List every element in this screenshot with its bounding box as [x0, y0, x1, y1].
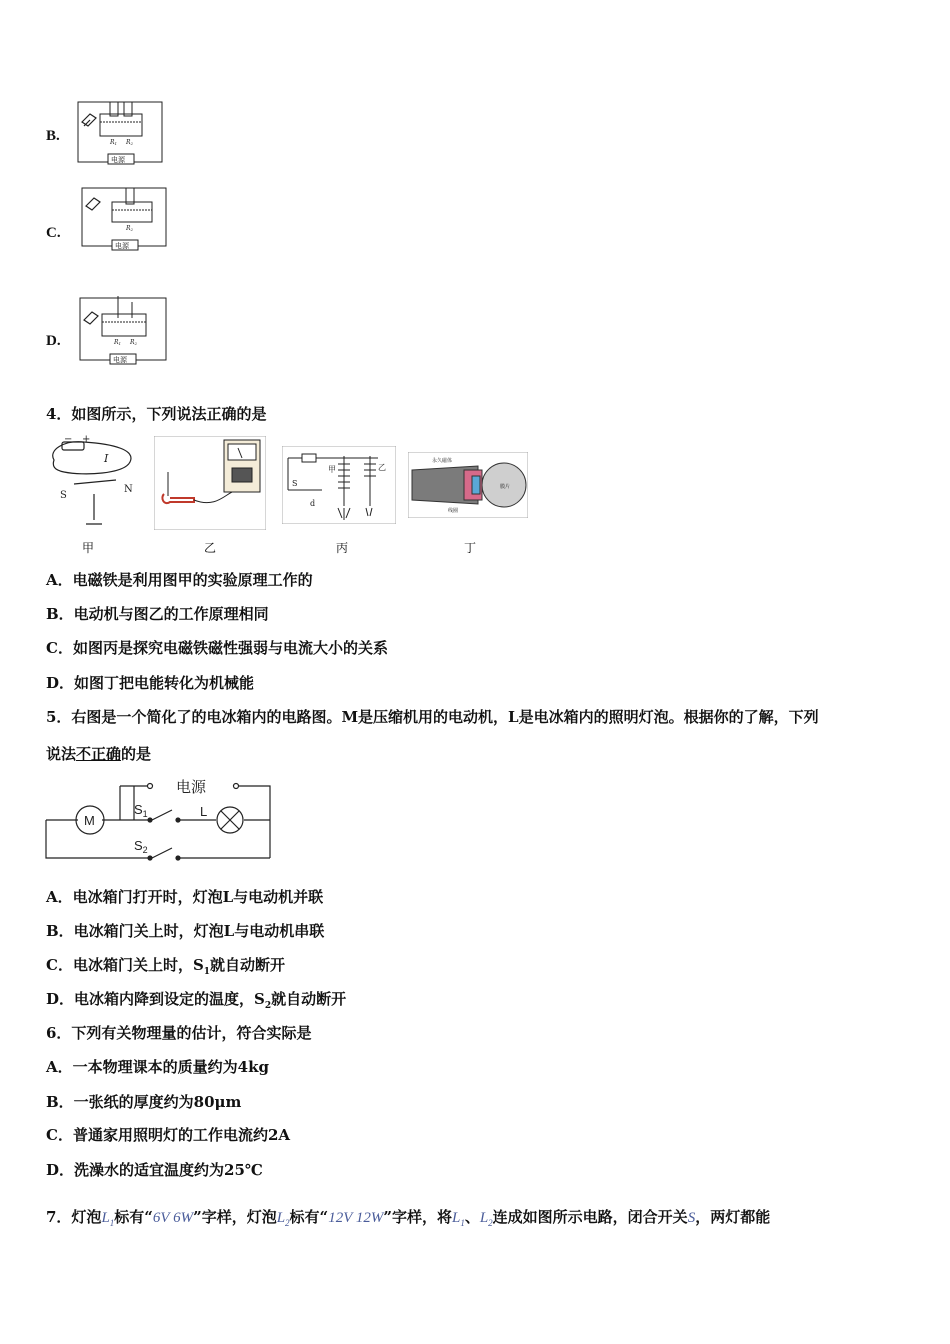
l1-symbol-b: $L_1$ — [451, 1210, 465, 1228]
rating-l1: 6V 6W — [152, 1210, 194, 1226]
caption-bing: 丙 — [336, 541, 349, 555]
q6-option-d: D．洗澡水的适宜温度约为25℃ — [46, 1161, 263, 1179]
q4-option-a: A．电磁铁是利用图甲的实验原理工作的 — [46, 571, 313, 589]
figure-jia-oersted — [44, 432, 136, 528]
figure-ding-microphone — [408, 452, 528, 518]
power-text: 电源 — [111, 156, 125, 164]
option-d-label: D. — [46, 333, 61, 349]
yi-label: 乙 — [378, 463, 386, 472]
current-label: I — [104, 452, 109, 465]
coil-label: 线圈 — [448, 508, 459, 514]
l1-symbol: $L_1$ — [101, 1210, 115, 1228]
r2-text: R2 — [126, 225, 134, 232]
r2-text: R2 — [130, 339, 138, 346]
lamp-label: L — [200, 804, 208, 819]
r2-text: R2 — [126, 139, 134, 146]
q6-option-a: A．一本物理课本的质量约为4kg — [46, 1058, 269, 1076]
r1-text: R1 — [114, 339, 122, 346]
q4-option-c: C．如图丙是探究电磁铁磁性强弱与电流大小的关系 — [46, 639, 388, 657]
q5-option-d: D．电冰箱内降到设定的温度，$S_2$就自动断开 — [46, 990, 347, 1011]
power-label: 电源 — [176, 778, 207, 796]
q6-stem: 6．下列有关物理量的估计，符合实际是 — [46, 1024, 312, 1042]
magnet-label: 永久磁体 — [432, 458, 453, 464]
q5-stem-post: 的是 — [121, 745, 152, 763]
q5-option-b: B．电冰箱门关上时，灯泡L与电动机串联 — [46, 922, 325, 940]
plus-sign: + — [82, 434, 91, 445]
south-label: S — [60, 490, 67, 501]
power-text: 电源 — [113, 356, 127, 364]
option-b-circuit-figure — [76, 100, 166, 168]
figure-bing-electromagnet — [282, 446, 396, 524]
option-d-circuit-figure — [76, 296, 170, 368]
north-label: N — [124, 484, 133, 495]
switch-s: S — [292, 479, 298, 488]
l2-symbol: $L_2$ — [276, 1210, 290, 1228]
l2-symbol-b: $L_2$ — [479, 1210, 493, 1228]
rating-l2: 12V 12W — [328, 1210, 384, 1226]
s2-label: $S_2$ — [134, 838, 148, 855]
q4-option-d: D．如图丁把电能转化为机械能 — [46, 674, 255, 692]
q5-option-c: C．电冰箱门关上时，$S_1$就自动断开 — [46, 956, 286, 977]
option-b-label: B. — [46, 128, 60, 144]
q5-stem-underline: 不正确 — [76, 745, 122, 763]
q5-stem-line1: 5．右图是一个简化了的电冰箱内的电路图。M是压缩机用的电动机，L是电冰箱内的照明灯泡。根据你的了解，下列 — [46, 708, 819, 726]
q5-stem-line2 — [46, 744, 151, 764]
diaphragm-label: 膜片 — [500, 484, 511, 490]
q5-refrigerator-circuit — [40, 772, 276, 864]
q7-stem: 7．灯泡$L_1$标有“6V 6W”字样，灯泡$L_2$标有“12V 12W”字样，将$L_1$、$L_2$连成如图所示电路，闭合开关S，两灯都能 — [46, 1208, 771, 1228]
switch-symbol: S — [687, 1210, 696, 1226]
q5-stem-pre: 说法 — [46, 745, 77, 763]
q6-option-b: B．一张纸的厚度约为80μm — [46, 1093, 242, 1111]
minus-sign: − — [64, 434, 73, 445]
q4-option-b: B．电动机与图乙的工作原理相同 — [46, 605, 269, 623]
caption-yi: 乙 — [204, 541, 217, 555]
option-c-label: C. — [46, 225, 61, 241]
caption-jia: 甲 — [82, 541, 95, 555]
jia-label: 甲 — [328, 465, 336, 474]
option-c-circuit-figure — [78, 186, 170, 254]
s1-label: $S_1$ — [134, 802, 148, 819]
motor-label: M — [84, 813, 95, 828]
r1-text: R1 — [110, 139, 118, 146]
caption-ding: 丁 — [464, 541, 477, 555]
figure-yi-galvanometer — [154, 436, 266, 530]
q6-option-c: C．普通家用照明灯的工作电流约2A — [46, 1126, 291, 1144]
d-label: d — [310, 499, 316, 508]
power-text: 电源 — [115, 242, 129, 250]
q5-option-a: A．电冰箱门打开时，灯泡L与电动机并联 — [46, 888, 324, 906]
q4-stem: 4．如图所示，下列说法正确的是 — [46, 405, 267, 423]
